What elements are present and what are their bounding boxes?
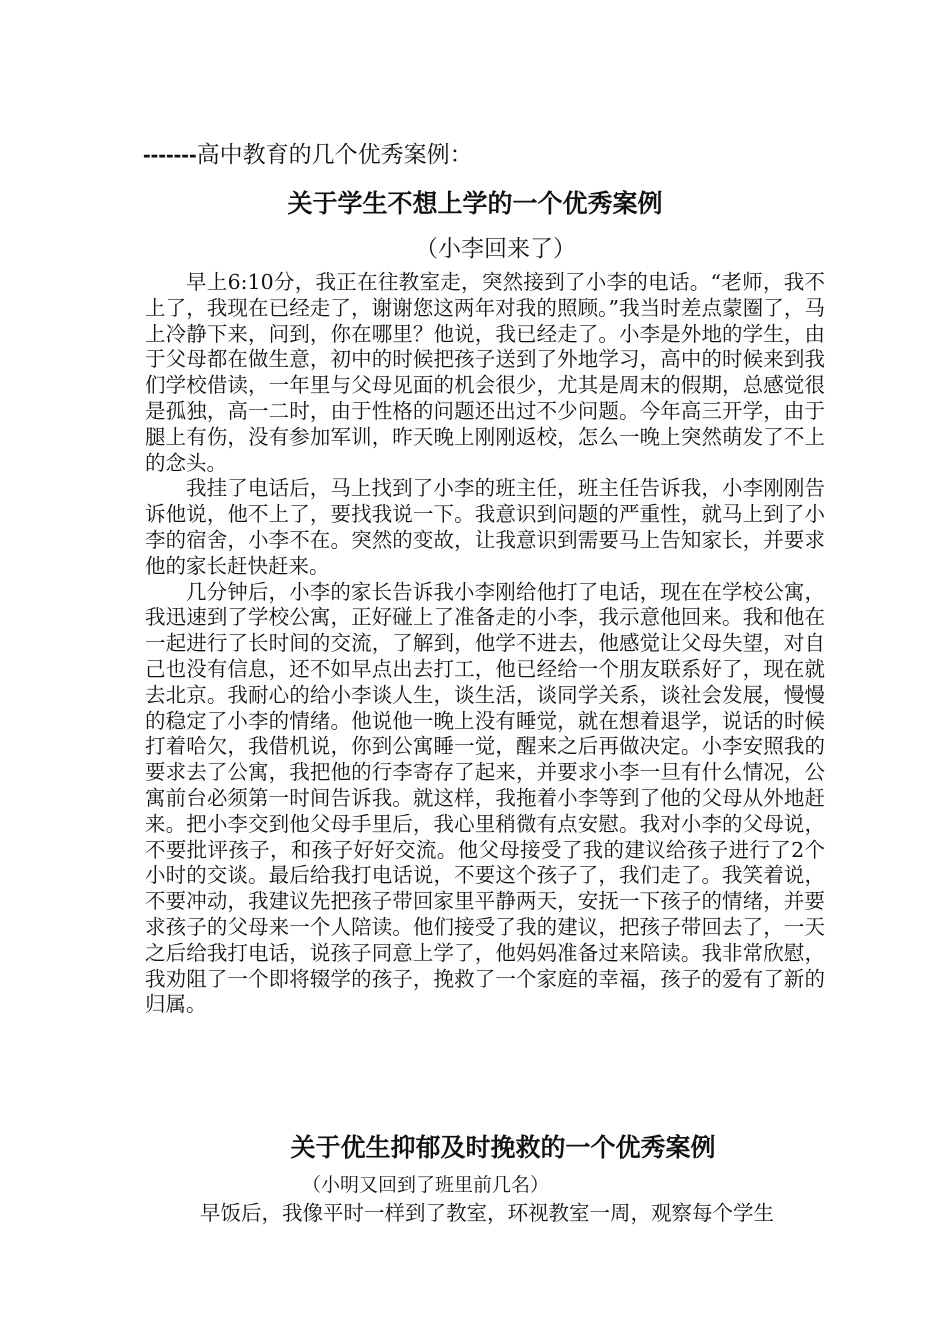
case2-title: 关于优生抑郁及时挽救的一个优秀案例 bbox=[290, 1133, 716, 1162]
case1-title: 关于学生不想上学的一个优秀案例 bbox=[287, 189, 663, 218]
header-text: 高中教育的几个优秀案例： bbox=[196, 142, 473, 168]
case1-subtitle: （小李回来了） bbox=[415, 236, 576, 262]
case1-body bbox=[145, 270, 825, 1018]
case1-paragraph-2: 我挂了电话后，马上找到了小李的班主任，班主任告诉我，小李刚刚告诉他说，他不上了，要找我说一下。我意识到问题的严重性，就马上到了小李的宿舍，小李不在。突然的变故，让我意识到需要马上告知家长，并要求他的家长赶快赶来。 bbox=[145, 476, 825, 578]
case1-paragraph-3: 几分钟后，小李的家长告诉我小李刚给他打了电话，现在在学校公寓，我迅速到了学校公寓，正好碰上了准备走的小李，我示意他回来。我和他在一起进行了长时间的交流，了解到，他学不进去，他感觉让父母失望，对自己也没有信息，还不如早点出去打工，他已经给一个朋友联系好了，现在就去北京。我耐心的给小李谈人生，谈生活，谈同学关系，谈社会发展，慢慢的稳定了小李的情绪。他说他一晚上没有睡觉，就在想着退学，说话的时候打着哈欠，我借机说，你到公寓睡一觉，醒来之后再做决定。小李安照我的要求去了公寓，我把他的行李寄存了起来，并要求小李一旦有什么情况，公寓前台必须第一时间告诉我。就这样，我拖着小李等到了他的父母从外地赶来。把小李交到他父母手里后，我心里稍微有点安慰。我对小李的父母说，不要批评孩子，和孩子好好交流。他父母接受了我的建议给孩子进行了2个小时的交谈。最后给我打电话说，不要这个孩子了，我们走了。我笑着说，不要冲动，我建议先把孩子带回家里平静两天，安抚一下孩子的情绪，并要求孩子的父母来一个人陪读。他们接受了我的建议，把孩子带回去了，一天之后给我打电话，说孩子同意上学了，他妈妈准备过来陪读。我非常欣慰，我劝阻了一个即将辍学的孩子，挽救了一个家庭的幸福，孩子的爱有了新的归属。 bbox=[145, 579, 825, 1017]
header-dashes: ------- bbox=[143, 141, 197, 167]
case1-paragraph-1: 早上6:10分，我正在往教室走，突然接到了小李的电话。“老师，我不上了，我现在已经走了，谢谢您这两年对我的照顾。”我当时差点蒙圈了，马上冷静下来，问到，你在哪里？他说，我已经走了。小李是外地的学生，由于父母都在做生意，初中的时候把孩子送到了外地学习，高中的时候来到我们学校借读，一年里与父母见面的机会很少，尤其是周末的假期，总感觉很是孤独，高一二时，由于性格的问题还出过不少问题。今年高三开学，由于腿上有伤，没有参加军训，昨天晚上刚刚返校，怎么一晚上突然萌发了不上的念头。 bbox=[145, 270, 825, 475]
document-header bbox=[143, 136, 473, 169]
case2-subtitle: （小明又回到了班里前几名） bbox=[302, 1174, 550, 1196]
case2-first-line: 早饭后，我像平时一样到了教室，环视教室一周，观察每个学生 bbox=[200, 1201, 774, 1225]
